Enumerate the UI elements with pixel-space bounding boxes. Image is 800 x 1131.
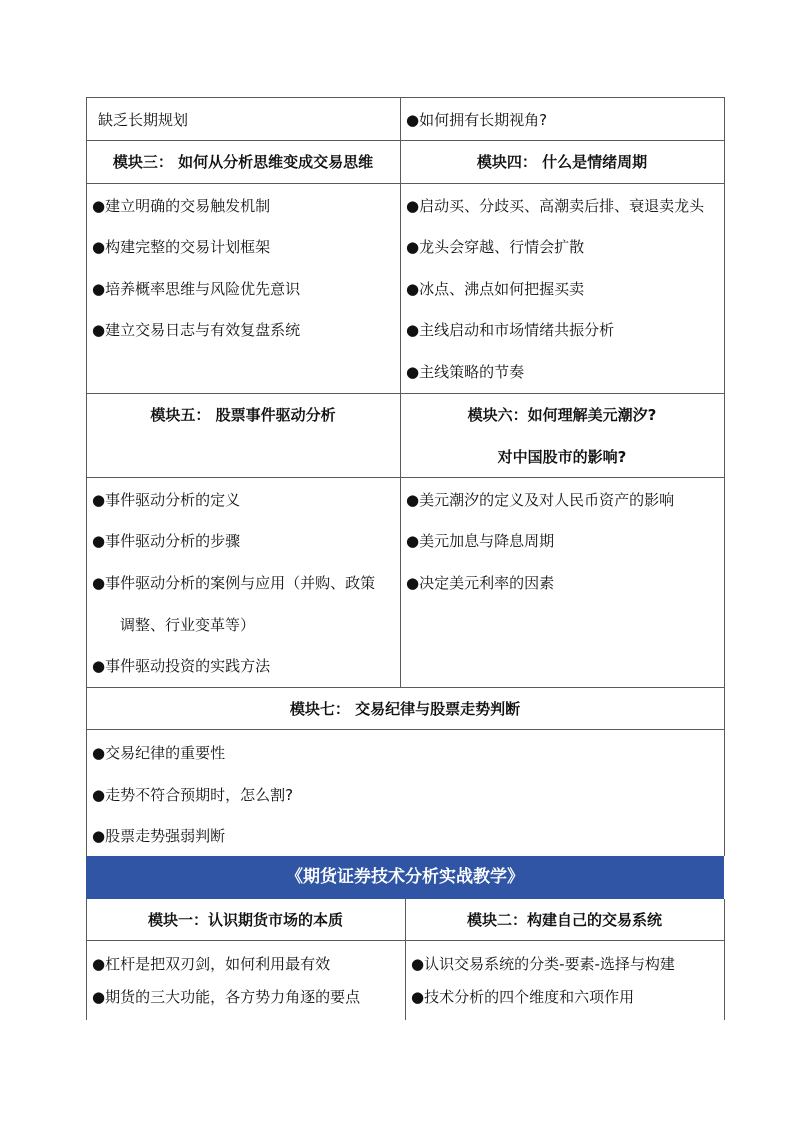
module3-item: ●建立交易日志与有效复盘系统	[92, 321, 301, 339]
module7-title: 模块七： 交易纪律与股票走势判断	[289, 700, 521, 718]
module4-item: ●主线策略的节奏	[406, 363, 525, 381]
module3-title: 模块三： 如何从分析思维变成交易思维	[112, 153, 374, 171]
module4-item: ●启动买、分歧买、高潮卖后排、衰退卖龙头	[406, 197, 705, 215]
module6-item: ●美元潮汐的定义及对人民币资产的影响	[406, 491, 675, 509]
module5-item: ●事件驱动投资的实践方法	[92, 657, 271, 675]
module3-item: ●培养概率思维与风险优先意识	[92, 280, 301, 298]
module3-item: ●构建完整的交易计划框架	[92, 238, 271, 256]
grid-line	[86, 687, 724, 688]
module7-item: ●走势不符合预期时，怎么割?	[92, 786, 294, 804]
grid-line	[86, 140, 724, 141]
futures-module2-title: 模块二：构建自己的交易系统	[466, 911, 662, 929]
grid-line	[86, 729, 724, 730]
grid-line	[86, 97, 87, 856]
grid-line	[86, 393, 724, 394]
grid-line	[86, 97, 724, 98]
grid-line	[724, 899, 725, 1020]
futures-module2-item: ●技术分析的四个维度和六项作用	[411, 988, 635, 1006]
module5-item: ●事件驱动分析的步骤	[92, 532, 241, 550]
futures-module1-title: 模块一：认识期货市场的本质	[147, 911, 343, 929]
module5-title: 模块五： 股票事件驱动分析	[150, 406, 336, 424]
futures-module1-item: ●杠杆是把双刃剑，如何利用最有效	[92, 955, 331, 973]
module3-item: ●建立明确的交易触发机制	[92, 197, 271, 215]
module5-item: ●事件驱动分析的定义	[92, 491, 241, 509]
module5-item: 调整、行业变革等）	[120, 616, 256, 634]
module7-item: ●股票走势强弱判断	[92, 827, 226, 845]
module4-item: ●龙头会穿越、行情会扩散	[406, 238, 585, 256]
course-title-banner: 《期货证券技术分析实战教学》	[86, 856, 724, 899]
module7-item: ●交易纪律的重要性	[92, 744, 226, 762]
grid-line	[86, 477, 724, 478]
futures-module1-item: ●期货的三大功能，各方势力角逐的要点	[92, 988, 361, 1006]
futures-module2-item: ●认识交易系统的分类-要素-选择与构建	[411, 955, 675, 973]
module6-item: ●决定美元利率的因素	[406, 574, 555, 592]
module6-item: ●美元加息与降息周期	[406, 532, 555, 550]
module5-item: ●事件驱动分析的案例与应用（并购、政策	[92, 574, 376, 592]
module4-item: ●冰点、沸点如何把握买卖	[406, 280, 585, 298]
module6-title-line1: 模块六：如何理解美元潮汐?	[467, 406, 657, 424]
module6-title-line2: 对中国股市的影响?	[497, 448, 627, 466]
row0-right-text: ●如何拥有长期视角?	[406, 111, 548, 129]
module4-title: 模块四： 什么是情绪周期	[476, 153, 648, 171]
row0-left-text: 缺乏长期规划	[98, 111, 189, 129]
grid-line	[400, 97, 401, 687]
grid-line	[724, 97, 725, 856]
module4-item: ●主线启动和市场情绪共振分析	[406, 321, 615, 339]
grid-line	[86, 183, 724, 184]
